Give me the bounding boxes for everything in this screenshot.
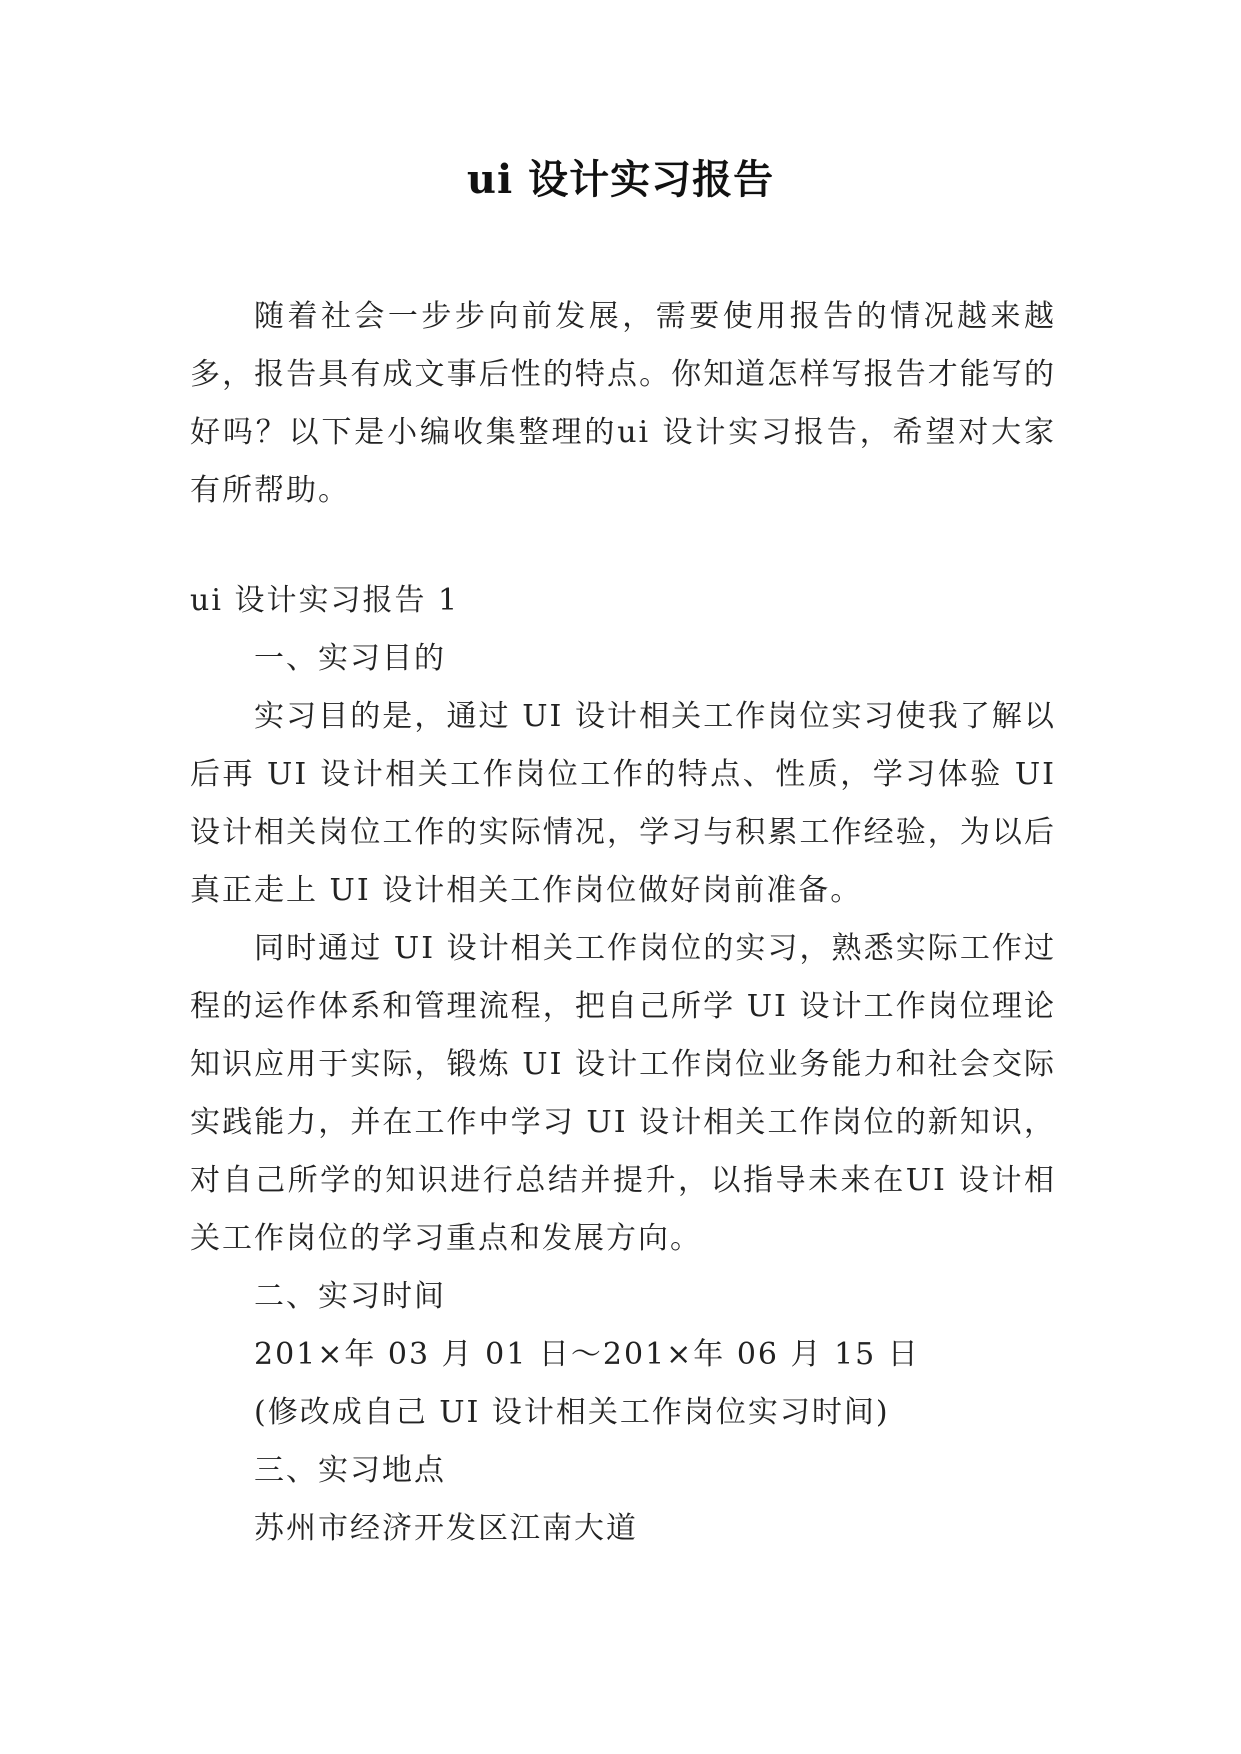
purpose-paragraph-1: 实习目的是，通过 UI 设计相关工作岗位实习使我了解以后再 UI 设计相关工作岗位工作的特点、性质，学习体验 UI 设计相关岗位工作的实际情况，学习与积累工作经验，为以后真正走上 UI 设计相关工作岗位做好岗前准备。 (190, 699, 1056, 908)
section-heading-location: 三、实习地点 (254, 1453, 446, 1488)
purpose-paragraph-2: 同时通过 UI 设计相关工作岗位的实习，熟悉实际工作过程的运作体系和管理流程，把自己所学 UI 设计工作岗位理论知识应用于实际，锻炼 UI 设计工作岗位业务能力和社会交际实践能力，并在工作中学习 UI 设计相关工作岗位的新知识，对自己所学的知识进行总结并提升，以指导未来在UI 设计相关工作岗位的学习重点和发展方向。 (190, 931, 1056, 1256)
intro-paragraph: 随着社会一步步向前发展，需要使用报告的情况越来越多，报告具有成文事后性的特点。你知道怎样写报告才能写的好吗？以下是小编收集整理的ui 设计实习报告，希望对大家有所帮助。 (190, 299, 1056, 508)
internship-time: 201×年 03 月 01 日～201×年 06 月 15 日 (254, 1337, 920, 1372)
internship-time-note: (修改成自己 UI 设计相关工作岗位实习时间) (254, 1395, 890, 1430)
document-body (190, 288, 1056, 1558)
internship-location: 苏州市经济开发区江南大道 (254, 1511, 638, 1546)
section-heading-purpose: 一、实习目的 (254, 641, 446, 676)
page-title: ui 设计实习报告 (466, 156, 775, 203)
report-heading: ui 设计实习报告 1 (190, 583, 460, 618)
section-heading-time: 二、实习时间 (254, 1279, 446, 1314)
